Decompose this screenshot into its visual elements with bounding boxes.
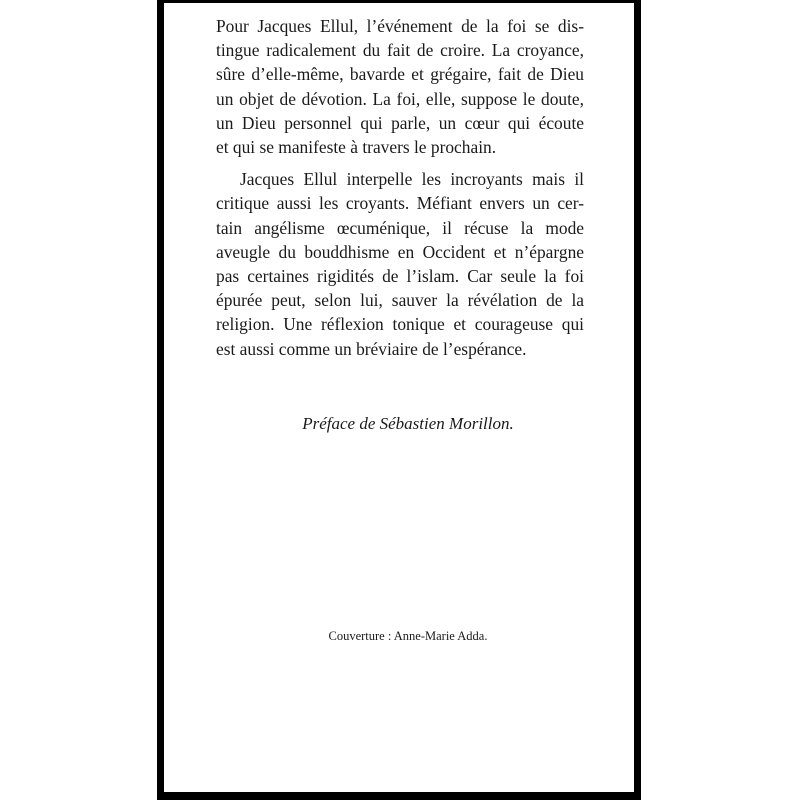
text-line: sûre d’elle-même, bavarde et grégaire, fait de Dieu bbox=[216, 64, 584, 85]
text-line: pas certaines rigidités de l’islam. Car seule la foi bbox=[216, 266, 584, 287]
text-line: un Dieu personnel qui parle, un cœur qui écoute bbox=[216, 112, 584, 133]
book-page bbox=[157, 0, 641, 800]
text-line: religion. Une réflexion tonique et courageuse qui bbox=[216, 314, 584, 335]
paragraph-1 bbox=[216, 14, 584, 159]
text-line: épurée peut, selon lui, sauver la révélation de la bbox=[216, 290, 584, 311]
text-line: tingue radicalement du fait de croire. La croyance, bbox=[216, 40, 584, 61]
text-line: et qui se manifeste à travers le prochain. bbox=[216, 137, 497, 158]
text-line: critique aussi les croyants. Méfiant envers un cer- bbox=[216, 193, 584, 214]
text-line: un objet de dévotion. La foi, elle, suppose le doute, bbox=[216, 88, 584, 109]
preface-credit: Préface de Sébastien Morillon. bbox=[302, 414, 514, 433]
text-line: Pour Jacques Ellul, l’événement de la foi se dis- bbox=[216, 16, 584, 36]
text-line: Jacques Ellul interpelle les incroyants mais il bbox=[240, 169, 584, 190]
text-line: aveugle du bouddhisme en Occident et n’épargne bbox=[216, 241, 584, 262]
cover-credit: Couverture : Anne-Marie Adda. bbox=[328, 629, 488, 643]
back-cover-text bbox=[216, 14, 584, 361]
paragraph-2 bbox=[216, 167, 584, 361]
text-line: tain angélisme œcuménique, il récuse la mode bbox=[216, 217, 584, 238]
text-line: est aussi comme un bréviaire de l’espérance. bbox=[216, 338, 527, 359]
